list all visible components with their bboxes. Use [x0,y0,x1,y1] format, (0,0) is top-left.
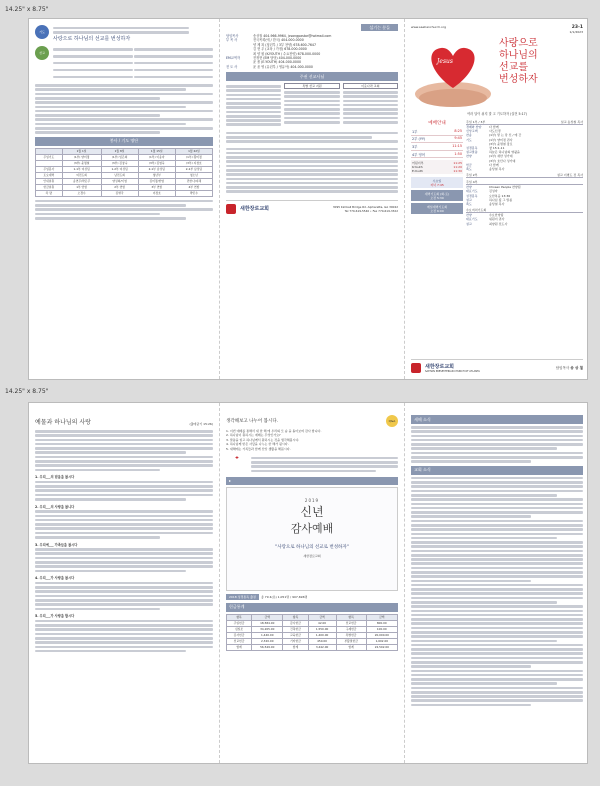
event-year: 2019 [304,497,320,503]
sermon-panel [29,403,219,763]
notes-panel [29,19,219,379]
worship-label: 3부 [412,144,418,149]
table-cell: 34,205.00 [252,626,283,632]
table-cell: 선교헌금 [336,620,366,626]
order-item-key: 찬양 [466,185,472,190]
worship-label: 2부 (YY) [412,137,426,142]
table-cell: 주일기도 [36,154,63,160]
order-item-value: Chosen People 찬양팀 [489,185,521,190]
pastor-label: 담임목사 [555,365,570,370]
order-item-value: 송상철 목사 [489,167,505,172]
cover-title-line-2: 하나님의 [499,50,538,61]
table-cell: (1부) 임은희 [101,154,138,160]
staff-name: 양 제 복 (청년부 / 3부 찬양) 678-600-7647 [253,42,316,47]
heart-word: Jesus [437,58,453,65]
worship-extra-row [412,169,462,173]
service-col-header: 1월 8일 [101,148,138,154]
order-item-key: 설교 [466,197,472,202]
table-cell: 남전도회 [101,172,138,178]
table-cell: 구제헌금 [336,626,366,632]
staff-role: 부 목 사 [226,38,238,43]
dawn-label: 새벽기도회 (화-토) [424,191,450,196]
table-cell: (1부) 황미정 [175,154,212,160]
service-section-title: 봉사 / 기도 명단 [35,137,213,146]
event-quote: "사랑으로 하나님의 선교로 번성하자" [275,544,349,550]
hands-heart-image [411,38,495,108]
worship-extra-time: 11:25 [453,161,462,166]
sermon-heading-2: 2. 우리___의 사랑을 봅니다 [35,504,75,509]
mission-badge-icon: 선교 [35,46,49,60]
table-cell: 송연주/박은주 [62,178,101,184]
event-poster [226,487,398,591]
table-cell: 합계 [227,644,252,650]
staff-name: 김 현 우 (교육 / 가정) 678-000-0000 [253,47,307,52]
offering-summary: 총 79 4(유) 1,051명 / 907,696명 [260,594,308,599]
church-name-cover: 새한장로교회 [425,364,454,370]
cover-verse-ref: (살전 5:17) [510,112,527,116]
discussion-item: 3. 말씀을 읽고 하나님께서 원하시는 것을 생각해봅시다. [226,437,300,442]
table-cell: 22,502.00 [366,644,397,650]
table-row [227,644,398,650]
cover-title-line-4: 번성하자 [499,74,538,85]
table-cell: 청년부 [138,172,175,178]
order-item-key: 경배와 찬양 [466,125,482,129]
service-col-header: 1월 1일 [62,148,101,154]
worship-extra-label: K-Youth [412,165,423,170]
discussion-item: 2. 하나님이 원하시는 예배는 무엇인가요? [226,433,281,438]
groups-title: 특별 선교 지원 [284,83,339,89]
staff-name: 윤 폴 (E-YOUTH) 404-000-0000 [253,60,302,65]
table-cell: 1,602.00 [366,638,397,644]
table-cell: 1부 연합 [62,184,101,190]
table-cell: 1,400.00 [308,632,336,638]
table-row [36,190,213,196]
order-title-4: 수요저녁기도회 [466,208,487,213]
order-item-value: (3부) 윤명철 장로 [489,141,513,146]
service-col-header: 1월 15일 [138,148,175,154]
worship-label: 1부 [412,129,418,134]
church-name-en: SAEHAN PRESBYTERIAN CHURCH OF ATLANTA [425,370,480,373]
wed-label: 수요일 [432,178,442,183]
table-cell: 450.00 [308,638,336,644]
sheet-size-label: 14.25" x 8.75" [5,6,49,13]
order-item-value: 최양원 전도사 [489,221,508,226]
table-cell: (1부) 양미정 [62,154,101,160]
order-item-key: 성경봉독 [466,146,478,151]
website: www.saehanchurch.org [411,25,446,29]
offering-title: 2018 성경통독 출결 [226,594,259,600]
order-item-value: 다 함께 [489,162,499,167]
discussion-item: 4. 하나님께 받은 사랑을 나누는 한 해가 됩시다. [226,442,289,447]
table-cell: 이정호 [138,190,175,196]
bulletin-inside-sheet [28,402,588,764]
order-item-value: 김성자 [489,189,498,194]
table-cell: 주일봉사 [36,166,63,172]
dawn-label-2: 매일새벽기도회 [426,204,448,209]
worship-row [411,151,463,159]
table-cell: 2-1부 남성팀 [138,166,175,172]
notes-heading: 사랑으로 하나님의 선교를 번성하자 [53,36,131,43]
table-cell: 기타헌금 [283,638,308,644]
table-cell: 800.00 [366,620,397,626]
order-item-key: 대표기도 [466,189,478,194]
event-title-2: 감사예배 [290,521,334,535]
dawn-time: 오전 5:30 [430,195,444,200]
table-cell: 1-1부 여성팀 [62,166,101,172]
table-cell: 20,000.00 [366,632,397,638]
elders-title: 주권 선교사님 [226,72,398,81]
order-item-value: (1부) 새한 성가대 [489,154,513,159]
table-cell: 안내위원 [36,178,63,184]
discussion-item: 5. 새해에는 가족들과 함께 신앙 생활을 해봅시다. [226,446,291,451]
table-cell: (1부) 이송자 [138,154,175,160]
table-cell: 56,549.00 [252,644,283,650]
table-cell: 청소년 [175,172,212,178]
table-cell: 1,550.00 [308,626,336,632]
table-cell: 교육헌금 [283,632,308,638]
table-cell: 김병국 [101,190,138,196]
table-cell: 토요새벽 [36,172,63,178]
order-item-key: 헌금 [466,162,472,167]
issue-date: 1/1/2023 [569,30,583,34]
table-cell: 민한나/지혜 [175,178,212,184]
church-name-footer: 새한장로교회 [240,206,269,213]
order-item [466,222,583,226]
order-item-key: 신앙고백 [466,129,478,134]
order-item-key: 설교말씀 [466,150,478,155]
sermon-title: 예물과 하나님의 사랑 [35,419,91,426]
partners-title: 이웃나라 교회 [343,83,398,89]
offering-table [226,614,398,651]
table-cell: 부활절헌금 [336,638,366,644]
table-cell: 감사헌금 [283,620,308,626]
table-cell: 여전도회 [62,172,101,178]
worship-time: 1:50 [454,151,462,156]
table-cell: (3부) 김창숙 [101,160,138,166]
sermon-ref: (출애굽기 15:26) [189,422,213,426]
table-cell: 십일조 [227,626,252,632]
staff-name: 윤 윤 영 (유년부 / 영유아) 404-000-0000 [253,64,313,69]
staff-panel [219,19,404,379]
offering-col-header: 금액 [308,614,336,620]
offering-table-title: 헌금통계 [226,603,398,612]
order-item-value: 수요찬양팀 [489,213,504,218]
table-cell: (3부) 윤명철 [62,160,101,166]
church-logo-icon [226,204,236,214]
order-item-value: 요한복음 13:36 [489,193,511,198]
worship-time: 11:15 [452,143,462,148]
table-cell: 1,440.00 [252,632,283,638]
table-cell: 헌금위원 [36,184,63,190]
worship-row [411,136,463,144]
news-panel [404,403,589,763]
sermon-heading-1: 1. 우리___의 믿음을 봅시다 [35,475,75,480]
dawn-time-2: 오전 6:00 [430,208,444,213]
staff-list [226,34,398,69]
order-item-key: 성경봉독 [466,193,478,198]
worship-extra-label: E-Youth [412,169,423,174]
event-caption: 새한장로교회 [303,553,321,558]
church-phone: Tel 770-619-5540 • Fax 770-619-3322 [344,208,398,213]
worship-extra-time: 11:20 [453,165,462,170]
offering-col-header: 항목 [336,614,366,620]
order-item-value: (1부) 맡 는 당 신 / 에 간 [489,133,522,138]
table-cell: 1-2부 여성팀 [101,166,138,172]
order-of-service [466,120,583,226]
order-item-value: (1부) 양미정 권사 [489,137,513,142]
news-title-2: 교회 소식 [411,466,583,475]
table-cell: 합계 [283,644,308,650]
table-cell: 42.00 [308,620,336,626]
staff-role: 담임목사 [226,34,239,38]
cover-title-line-1: 사랑으로 [499,38,538,49]
bulletin-front-sheet [28,18,588,380]
offering-col-header: 금액 [366,614,397,620]
order-item-value: (3부) 호산나 성가대 [489,158,516,163]
cover-title-line-3: 선교를 [499,62,528,73]
prayer-note-icon: ✚ [235,455,239,461]
order-item-value: 다 함께 [489,125,499,129]
table-cell: 2부 연합 [101,184,138,190]
staff-name: 송상철 404-966-9964, jcsongpastor@hotmail.com [253,34,332,38]
order-item-value: 위원이 권사 [489,217,505,222]
order-item-key: 대표기도 [466,217,478,222]
order-title: 주일 1부 / 3부 [466,120,486,124]
worship-times-title: 예배안내 [428,121,446,126]
order-item-value: 하늘은 하나님의 영광을 [489,150,520,155]
staff-role: 전 도 사 [226,64,238,69]
table-cell: 양성희/이영 [101,178,138,184]
order-item-key: 찬양 [466,213,472,218]
order-item [466,202,583,206]
order-item-value: 사도신경 [489,129,501,134]
worship-extra-label: 어린이부 [412,161,424,166]
table-cell: 2,320.00 [252,638,283,644]
worship-extra-time: 11:30 [453,169,462,174]
event-hd: ▸ [226,477,398,485]
table-cell: 3,442.00 [308,644,336,650]
worship-row [411,143,463,151]
table-cell: 4부 연합 [175,184,212,190]
discussion-title: 생각해보고 나누어 봅시다. [226,419,279,424]
table-cell: (3부) 지창호 [175,160,212,166]
table-cell: 주일헌금 [227,620,252,626]
issue-number: 23-1 [571,25,583,30]
event-panel [219,403,404,763]
cover-verse: 여러 달이 쉬지 말 고 기도하자 [467,112,510,116]
church-address: 3095 Kimball Bridge Rd. Alpharetta, GA 30022 [332,204,398,209]
table-cell: 차 량 [36,190,63,196]
prayer-badge-icon: 기도 [35,25,49,39]
table-cell: 100.00 [366,626,397,632]
event-title-1: 신년 [300,504,324,519]
news-title: 새해 소식 [411,415,583,424]
discussion-badge-icon: Q&A [386,415,398,427]
church-logo-icon [411,363,421,373]
staff-role: EM교역자 [226,56,241,61]
wed-time: 저녁 7:45 [430,182,444,187]
staff-row [226,65,398,69]
order-item-value: 송상철 목사 [489,202,505,207]
sermon-heading-5: 5. 우리___가 사랑을 합시다 [35,614,75,619]
table-cell: 합계 [336,644,366,650]
pastor-name: 송 상 철 [570,365,583,370]
order-title-2: 주일 2부 [466,173,478,178]
service-table [35,148,213,197]
table-cell: (3부) 김영욱 [138,160,175,166]
staff-name: 전국목회(에 / 한국) 404-000-0000 [253,38,304,43]
worship-label: 4부 영어 [412,152,426,157]
table-cell: 선교헌금 [227,638,252,644]
order-item-key: 찬양 [466,154,472,159]
cover-panel [404,19,589,379]
order-title-3: 주일 4부 [466,180,478,185]
table-cell: 2-2부 남성팀 [175,166,212,172]
table-cell: 3부 연합 [138,184,175,190]
order-item-value: 하나님 될 그 말씀 [489,197,513,202]
order-item-value: 창 15:1-11 [489,146,505,151]
service-col-header: 1월 22일 [175,148,212,154]
sermon-heading-3: 3. 우리에___ 가족들을 봅시다 [35,542,78,547]
order-item [466,167,583,171]
worship-time: 9:45 [454,136,462,141]
table-cell: 감사헌금 [227,632,252,638]
sermon-heading-4: 4. 우리___가 사랑을 봅시다 [35,576,75,581]
sheet-size-label-2: 14.25" x 8.75" [5,388,49,395]
staff-badge: 섬기는 분들 [361,24,398,31]
table-cell: 오경수 [62,190,101,196]
order-preacher: 설교 송상철 목사 [560,120,583,124]
offering-col-header: 항목 [227,614,252,620]
order-item-key: 기도 [466,137,472,142]
staff-name: 최 양 원 (K-YOUTH / 수요찬양) 678-000-0000 [253,51,321,56]
table-cell: 김미정/한영 [138,178,175,184]
staff-name: 전정현 (EM 담당) 404-000-0000 [253,56,302,61]
worship-times [411,120,463,226]
order-item-key: 찬송 [466,133,472,138]
table-cell: 건축헌금 [283,626,308,632]
offering-col-header: 항목 [283,614,308,620]
table-cell: 박민수 [175,190,212,196]
table-cell: 특별헌금 [336,632,366,638]
worship-time: 8:25 [454,128,462,133]
worship-row [411,128,463,136]
discussion-item: 1. 이번 예배를 통해서 새 한 해 에 우리의 모 습 을 돌아보며 감사 합니다. [226,429,322,433]
order-preacher-2: 설교 이병도 전 목사 [556,173,583,178]
offering-col-header: 금액 [252,614,283,620]
order-item-key: 축도 [466,202,472,207]
order-item-key: 설교 [466,221,472,226]
table-cell: 18,584.00 [252,620,283,626]
order-item-key: 축도 [466,167,472,172]
